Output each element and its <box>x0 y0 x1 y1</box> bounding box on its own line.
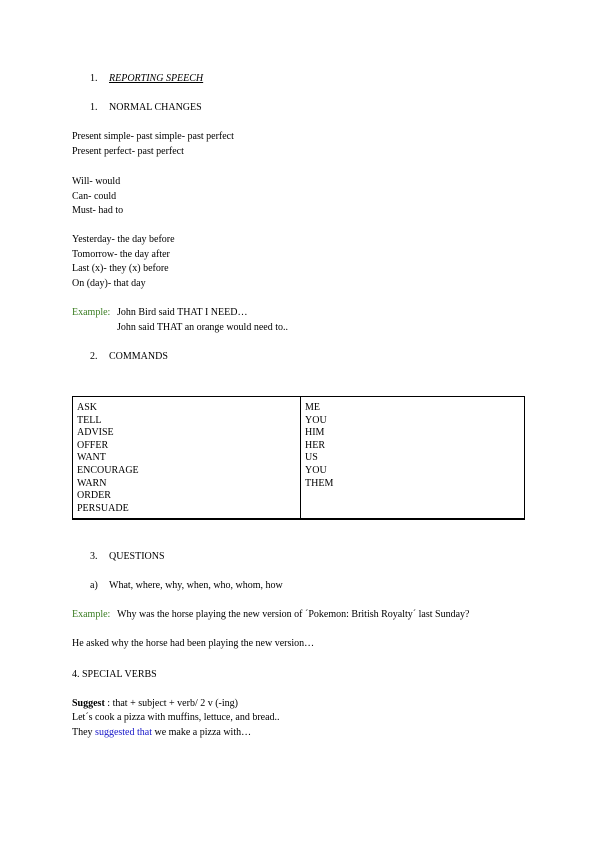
rule-line: Can- could <box>72 191 117 202</box>
example-label: Example: <box>72 609 111 620</box>
page-title: REPORTING SPEECH <box>109 73 204 84</box>
heading-number: 1. <box>90 73 98 84</box>
reported-suffix: we make a pizza with… <box>151 727 252 738</box>
object-item: THEM <box>305 477 334 489</box>
section3-number: 3. <box>90 551 98 562</box>
verb-item: ORDER <box>77 490 111 502</box>
verb-item: OFFER <box>77 439 109 451</box>
rule-line: Must- had to <box>72 205 124 216</box>
suggest-rule-line <box>72 698 238 710</box>
verbs-column <box>73 397 301 518</box>
object-item: ME <box>305 402 320 413</box>
suggest-rule: : that + subject + verb/ 2 v (-ing) <box>104 698 238 709</box>
verb-item: ENCOURAGE <box>77 464 139 476</box>
example-text: John Bird said THAT I NEED… <box>117 307 248 318</box>
highlight-phrase: suggested that <box>95 727 152 738</box>
section4-title: 4. SPECIAL VERBS <box>72 669 157 680</box>
suggest-label: Suggest <box>72 698 105 709</box>
example-text: John said THAT an orange would need to.. <box>117 322 288 333</box>
rule-line: Yesterday- the day before <box>72 234 175 245</box>
section1-number: 1. <box>90 102 98 113</box>
section3-title: QUESTIONS <box>109 551 165 562</box>
rule-line: Present perfect- past perfect <box>72 146 184 157</box>
objects-column <box>301 397 524 518</box>
section2-number: 2. <box>90 351 98 362</box>
object-item: US <box>305 452 318 464</box>
verb-item: WANT <box>77 452 106 464</box>
object-item: HIM <box>305 427 325 439</box>
reported-prefix: They <box>72 727 96 738</box>
object-item: YOU <box>305 464 327 476</box>
verb-item: ADVISE <box>77 427 114 439</box>
question-words: What, where, why, when, who, whom, how <box>109 580 283 591</box>
object-item: HER <box>305 439 325 451</box>
example-label: Example: <box>72 307 111 318</box>
rule-line: Last (x)- they (x) before <box>72 263 169 274</box>
reported-sentence-line <box>72 727 251 739</box>
section1-title: NORMAL CHANGES <box>109 102 202 113</box>
rule-line: On (day)- that day <box>72 278 146 289</box>
example-text: Why was the horse playing the new version of ´Pokemon: British Royalty´ last Sunday? <box>117 609 470 620</box>
rule-line: Present simple- past simple- past perfect <box>72 131 234 142</box>
sub-marker: a) <box>90 580 98 591</box>
reported-sentence: He asked why the horse had been playing the new version… <box>72 638 315 649</box>
rule-line: Will- would <box>72 176 121 187</box>
example-sentence: Let´s cook a pizza with muffins, lettuce, and bread.. <box>72 712 280 723</box>
section2-title: COMMANDS <box>109 351 168 362</box>
rule-line: Tomorrow- the day after <box>72 249 170 260</box>
object-item: YOU <box>305 414 327 426</box>
verb-item: ASK <box>77 402 98 413</box>
verb-item: PERSUADE <box>77 502 129 514</box>
commands-table <box>72 396 525 520</box>
verb-item: TELL <box>77 414 102 426</box>
verb-item: WARN <box>77 477 107 489</box>
